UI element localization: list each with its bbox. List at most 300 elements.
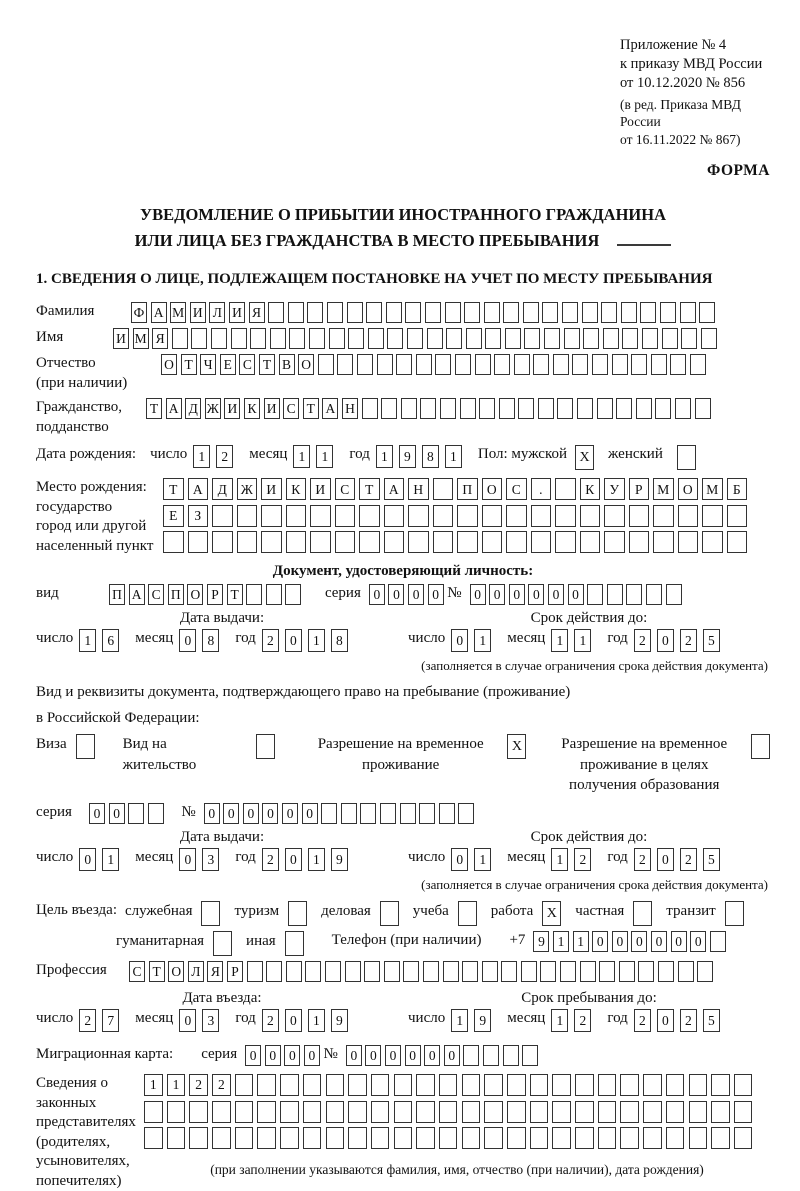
char-box[interactable]	[394, 1127, 413, 1149]
char-box[interactable]	[552, 1074, 571, 1096]
char-box[interactable]	[387, 328, 403, 349]
char-box[interactable]	[427, 328, 443, 349]
char-box[interactable]: П	[109, 584, 125, 605]
char-box[interactable]	[557, 398, 573, 419]
char-box[interactable]: 6	[102, 629, 119, 652]
char-box[interactable]	[266, 961, 282, 982]
char-box[interactable]: О	[678, 478, 699, 500]
char-box[interactable]	[734, 1101, 753, 1123]
char-box[interactable]	[629, 531, 650, 553]
purpose-other-checkbox[interactable]	[285, 931, 304, 956]
char-box[interactable]	[562, 302, 578, 323]
char-box[interactable]	[620, 1127, 639, 1149]
char-box[interactable]: 0	[284, 1045, 300, 1066]
char-box[interactable]	[484, 1074, 503, 1096]
char-box[interactable]	[530, 1074, 549, 1096]
char-box[interactable]	[603, 328, 619, 349]
char-box[interactable]: С	[129, 961, 145, 982]
char-box[interactable]	[462, 1074, 481, 1096]
char-box[interactable]: Т	[303, 398, 319, 419]
char-box[interactable]	[303, 1074, 322, 1096]
char-box[interactable]	[482, 961, 498, 982]
visa-checkbox[interactable]	[76, 734, 95, 759]
char-box[interactable]	[423, 961, 439, 982]
char-box[interactable]: 0	[657, 848, 674, 871]
char-box[interactable]: 5	[703, 1009, 720, 1032]
char-box[interactable]	[309, 328, 325, 349]
char-box[interactable]	[499, 398, 515, 419]
char-box[interactable]: 0	[592, 931, 608, 952]
char-box[interactable]: 5	[703, 848, 720, 871]
char-box[interactable]	[462, 1127, 481, 1149]
char-box[interactable]: 2	[79, 1009, 96, 1032]
char-box[interactable]: 0	[302, 803, 318, 824]
char-box[interactable]	[348, 1074, 367, 1096]
char-box[interactable]: Ч	[200, 354, 216, 375]
char-box[interactable]: 7	[102, 1009, 119, 1032]
char-box[interactable]	[598, 1101, 617, 1123]
residence-permit-checkbox[interactable]	[256, 734, 275, 759]
char-box[interactable]: 2	[634, 629, 651, 652]
char-box[interactable]: Т	[146, 398, 162, 419]
char-box[interactable]	[458, 803, 474, 824]
char-box[interactable]	[237, 505, 258, 527]
char-box[interactable]	[310, 505, 331, 527]
char-box[interactable]	[433, 478, 454, 500]
char-box[interactable]: К	[286, 478, 307, 500]
purpose-work-checkbox[interactable]: X	[542, 901, 561, 926]
char-box[interactable]: 0	[548, 584, 564, 605]
char-box[interactable]	[368, 328, 384, 349]
char-box[interactable]	[261, 505, 282, 527]
char-box[interactable]	[439, 1127, 458, 1149]
char-box[interactable]	[348, 328, 364, 349]
char-box[interactable]: О	[482, 478, 503, 500]
char-box[interactable]: А	[129, 584, 145, 605]
char-box[interactable]: 2	[262, 1009, 279, 1032]
char-box[interactable]: Ф	[131, 302, 147, 323]
char-box[interactable]: 1	[551, 629, 568, 652]
char-box[interactable]: К	[244, 398, 260, 419]
char-box[interactable]: Д	[185, 398, 201, 419]
char-box[interactable]	[464, 302, 480, 323]
char-box[interactable]	[727, 505, 748, 527]
char-box[interactable]	[359, 505, 380, 527]
char-box[interactable]: Ж	[205, 398, 221, 419]
char-box[interactable]	[560, 961, 576, 982]
temp-residence-checkbox[interactable]: X	[507, 734, 526, 759]
char-box[interactable]	[524, 328, 540, 349]
char-box[interactable]	[329, 328, 345, 349]
char-box[interactable]	[651, 354, 667, 375]
char-box[interactable]: 2	[262, 848, 279, 871]
char-box[interactable]: И	[229, 302, 245, 323]
char-box[interactable]: 0	[243, 803, 259, 824]
char-box[interactable]	[371, 1101, 390, 1123]
char-box[interactable]	[348, 1127, 367, 1149]
char-box[interactable]	[231, 328, 247, 349]
char-box[interactable]: 0	[470, 584, 486, 605]
char-box[interactable]: Р	[629, 478, 650, 500]
char-box[interactable]	[484, 302, 500, 323]
char-box[interactable]: 1	[573, 931, 589, 952]
char-box[interactable]: Б	[727, 478, 748, 500]
char-box[interactable]: 0	[365, 1045, 381, 1066]
char-box[interactable]	[250, 328, 266, 349]
char-box[interactable]	[362, 398, 378, 419]
char-box[interactable]: 9	[533, 931, 549, 952]
char-box[interactable]: Я	[207, 961, 223, 982]
char-box[interactable]	[521, 961, 537, 982]
char-box[interactable]	[188, 531, 209, 553]
char-box[interactable]: Ж	[237, 478, 258, 500]
char-box[interactable]: О	[168, 961, 184, 982]
char-box[interactable]	[616, 398, 632, 419]
char-box[interactable]	[360, 803, 376, 824]
char-box[interactable]	[144, 1127, 163, 1149]
char-box[interactable]: 9	[331, 848, 348, 871]
char-box[interactable]	[699, 302, 715, 323]
char-box[interactable]: 0	[79, 848, 96, 871]
char-box[interactable]	[462, 961, 478, 982]
char-box[interactable]	[345, 961, 361, 982]
char-box[interactable]	[479, 398, 495, 419]
char-box[interactable]: Л	[209, 302, 225, 323]
char-box[interactable]	[599, 961, 615, 982]
char-box[interactable]	[678, 531, 699, 553]
char-box[interactable]: 0	[109, 803, 125, 824]
char-box[interactable]: И	[224, 398, 240, 419]
char-box[interactable]	[711, 1101, 730, 1123]
char-box[interactable]: Н	[408, 478, 429, 500]
char-box[interactable]: 1	[553, 931, 569, 952]
char-box[interactable]	[212, 1101, 231, 1123]
char-box[interactable]	[626, 584, 642, 605]
char-box[interactable]	[235, 1127, 254, 1149]
char-box[interactable]	[212, 1127, 231, 1149]
char-box[interactable]: 2	[574, 1009, 591, 1032]
char-box[interactable]: О	[187, 584, 203, 605]
char-box[interactable]	[325, 961, 341, 982]
char-box[interactable]	[544, 328, 560, 349]
char-box[interactable]: 0	[424, 1045, 440, 1066]
char-box[interactable]	[416, 1127, 435, 1149]
char-box[interactable]	[727, 531, 748, 553]
char-box[interactable]	[335, 505, 356, 527]
char-box[interactable]: 2	[216, 445, 233, 468]
char-box[interactable]	[555, 505, 576, 527]
char-box[interactable]	[643, 1127, 662, 1149]
char-box[interactable]	[711, 1074, 730, 1096]
char-box[interactable]	[475, 354, 491, 375]
char-box[interactable]: С	[335, 478, 356, 500]
sex-female-checkbox[interactable]	[677, 445, 696, 470]
char-box[interactable]	[384, 961, 400, 982]
char-box[interactable]: 0	[369, 584, 385, 605]
char-box[interactable]	[439, 1074, 458, 1096]
char-box[interactable]	[247, 961, 263, 982]
char-box[interactable]	[575, 1127, 594, 1149]
char-box[interactable]: 1	[193, 445, 210, 468]
char-box[interactable]	[439, 803, 455, 824]
char-box[interactable]	[622, 328, 638, 349]
char-box[interactable]	[303, 1127, 322, 1149]
char-box[interactable]	[401, 398, 417, 419]
char-box[interactable]: 1	[167, 1074, 186, 1096]
char-box[interactable]: И	[190, 302, 206, 323]
char-box[interactable]	[483, 1045, 499, 1066]
char-box[interactable]	[538, 398, 554, 419]
char-box[interactable]: И	[310, 478, 331, 500]
char-box[interactable]	[530, 1101, 549, 1123]
char-box[interactable]: А	[322, 398, 338, 419]
temp-residence-education-checkbox[interactable]	[751, 734, 770, 759]
char-box[interactable]	[337, 354, 353, 375]
char-box[interactable]	[286, 505, 307, 527]
char-box[interactable]	[396, 354, 412, 375]
char-box[interactable]	[689, 1101, 708, 1123]
char-box[interactable]	[710, 931, 726, 952]
char-box[interactable]: Е	[163, 505, 184, 527]
char-box[interactable]: 8	[202, 629, 219, 652]
char-box[interactable]: 9	[331, 1009, 348, 1032]
char-box[interactable]	[144, 1101, 163, 1123]
char-box[interactable]	[640, 302, 656, 323]
char-box[interactable]: 0	[444, 1045, 460, 1066]
char-box[interactable]: О	[298, 354, 314, 375]
char-box[interactable]: .	[531, 478, 552, 500]
char-box[interactable]	[443, 961, 459, 982]
char-box[interactable]: 3	[202, 848, 219, 871]
char-box[interactable]: 0	[690, 931, 706, 952]
char-box[interactable]	[326, 1127, 345, 1149]
char-box[interactable]: 9	[474, 1009, 491, 1032]
char-box[interactable]: 0	[204, 803, 220, 824]
char-box[interactable]	[681, 328, 697, 349]
char-box[interactable]	[305, 961, 321, 982]
char-box[interactable]: 0	[179, 1009, 196, 1032]
char-box[interactable]: 1	[102, 848, 119, 871]
char-box[interactable]	[507, 1101, 526, 1123]
char-box[interactable]	[702, 505, 723, 527]
sex-male-checkbox[interactable]: X	[575, 445, 594, 470]
char-box[interactable]	[680, 302, 696, 323]
char-box[interactable]: 0	[671, 931, 687, 952]
char-box[interactable]	[653, 505, 674, 527]
char-box[interactable]	[460, 398, 476, 419]
char-box[interactable]	[734, 1074, 753, 1096]
char-box[interactable]: Л	[188, 961, 204, 982]
char-box[interactable]: Е	[220, 354, 236, 375]
char-box[interactable]: 1	[308, 629, 325, 652]
char-box[interactable]	[416, 1101, 435, 1123]
char-box[interactable]: 2	[680, 848, 697, 871]
char-box[interactable]: 0	[405, 1045, 421, 1066]
char-box[interactable]	[690, 354, 706, 375]
char-box[interactable]: 1	[308, 1009, 325, 1032]
char-box[interactable]: 1	[474, 848, 491, 871]
char-box[interactable]	[675, 398, 691, 419]
char-box[interactable]	[482, 505, 503, 527]
char-box[interactable]	[580, 531, 601, 553]
purpose-transit-checkbox[interactable]	[725, 901, 744, 926]
char-box[interactable]: 0	[223, 803, 239, 824]
char-box[interactable]	[494, 354, 510, 375]
char-box[interactable]	[697, 961, 713, 982]
char-box[interactable]	[435, 354, 451, 375]
char-box[interactable]: Р	[207, 584, 223, 605]
char-box[interactable]	[582, 302, 598, 323]
char-box[interactable]: 0	[179, 848, 196, 871]
char-box[interactable]	[631, 354, 647, 375]
char-box[interactable]: 0	[245, 1045, 261, 1066]
char-box[interactable]	[620, 1101, 639, 1123]
char-box[interactable]	[357, 354, 373, 375]
char-box[interactable]	[445, 302, 461, 323]
char-box[interactable]	[280, 1127, 299, 1149]
char-box[interactable]	[419, 803, 435, 824]
char-box[interactable]	[348, 1101, 367, 1123]
purpose-humanitarian-checkbox[interactable]	[213, 931, 232, 956]
char-box[interactable]: 0	[631, 931, 647, 952]
char-box[interactable]	[638, 961, 654, 982]
char-box[interactable]	[286, 961, 302, 982]
char-box[interactable]	[646, 584, 662, 605]
char-box[interactable]: 0	[285, 848, 302, 871]
char-box[interactable]: М	[133, 328, 149, 349]
char-box[interactable]: С	[506, 478, 527, 500]
char-box[interactable]	[400, 803, 416, 824]
char-box[interactable]: И	[261, 478, 282, 500]
char-box[interactable]	[237, 531, 258, 553]
char-box[interactable]	[433, 531, 454, 553]
char-box[interactable]	[191, 328, 207, 349]
char-box[interactable]: 0	[509, 584, 525, 605]
char-box[interactable]	[542, 302, 558, 323]
char-box[interactable]: М	[653, 478, 674, 500]
char-box[interactable]	[621, 302, 637, 323]
char-box[interactable]	[507, 1074, 526, 1096]
char-box[interactable]	[506, 505, 527, 527]
char-box[interactable]: Т	[181, 354, 197, 375]
char-box[interactable]	[604, 505, 625, 527]
char-box[interactable]	[462, 1101, 481, 1123]
char-box[interactable]: У	[604, 478, 625, 500]
char-box[interactable]: 2	[212, 1074, 231, 1096]
char-box[interactable]: 0	[408, 584, 424, 605]
char-box[interactable]: Р	[227, 961, 243, 982]
char-box[interactable]	[577, 398, 593, 419]
char-box[interactable]: Д	[212, 478, 233, 500]
char-box[interactable]	[503, 302, 519, 323]
char-box[interactable]	[439, 1101, 458, 1123]
char-box[interactable]	[148, 803, 164, 824]
char-box[interactable]: 0	[346, 1045, 362, 1066]
char-box[interactable]	[655, 398, 671, 419]
char-box[interactable]	[575, 1101, 594, 1123]
char-box[interactable]	[658, 961, 674, 982]
purpose-business-checkbox[interactable]	[380, 901, 399, 926]
char-box[interactable]	[394, 1074, 413, 1096]
char-box[interactable]	[642, 328, 658, 349]
char-box[interactable]: 8	[331, 629, 348, 652]
char-box[interactable]: 0	[285, 629, 302, 652]
char-box[interactable]: Я	[249, 302, 265, 323]
char-box[interactable]	[678, 961, 694, 982]
purpose-private-checkbox[interactable]	[633, 901, 652, 926]
char-box[interactable]	[653, 531, 674, 553]
char-box[interactable]: 0	[568, 584, 584, 605]
char-box[interactable]	[416, 354, 432, 375]
char-box[interactable]	[425, 302, 441, 323]
char-box[interactable]	[359, 531, 380, 553]
char-box[interactable]	[666, 1127, 685, 1149]
char-box[interactable]	[666, 584, 682, 605]
char-box[interactable]	[597, 398, 613, 419]
char-box[interactable]	[408, 505, 429, 527]
char-box[interactable]	[212, 505, 233, 527]
char-box[interactable]	[482, 531, 503, 553]
char-box[interactable]	[405, 302, 421, 323]
char-box[interactable]	[662, 328, 678, 349]
char-box[interactable]	[711, 1127, 730, 1149]
char-box[interactable]	[695, 398, 711, 419]
char-box[interactable]: 2	[634, 848, 651, 871]
char-box[interactable]: Т	[359, 478, 380, 500]
char-box[interactable]	[440, 398, 456, 419]
char-box[interactable]: 0	[265, 1045, 281, 1066]
char-box[interactable]: И	[264, 398, 280, 419]
char-box[interactable]	[666, 1101, 685, 1123]
char-box[interactable]: 0	[262, 803, 278, 824]
char-box[interactable]: 0	[388, 584, 404, 605]
char-box[interactable]	[318, 354, 334, 375]
char-box[interactable]	[531, 531, 552, 553]
char-box[interactable]: 1	[551, 1009, 568, 1032]
char-box[interactable]: 1	[308, 848, 325, 871]
char-box[interactable]	[380, 803, 396, 824]
char-box[interactable]	[377, 354, 393, 375]
char-box[interactable]	[660, 302, 676, 323]
char-box[interactable]	[407, 328, 423, 349]
char-box[interactable]	[167, 1101, 186, 1123]
char-box[interactable]	[341, 803, 357, 824]
char-box[interactable]: 1	[316, 445, 333, 468]
char-box[interactable]	[189, 1101, 208, 1123]
char-box[interactable]: М	[170, 302, 186, 323]
char-box[interactable]: 0	[304, 1045, 320, 1066]
char-box[interactable]	[701, 328, 717, 349]
char-box[interactable]	[507, 1127, 526, 1149]
char-box[interactable]	[607, 584, 623, 605]
char-box[interactable]: Т	[149, 961, 165, 982]
char-box[interactable]: С	[283, 398, 299, 419]
char-box[interactable]: Н	[342, 398, 358, 419]
char-box[interactable]	[612, 354, 628, 375]
char-box[interactable]	[246, 584, 262, 605]
char-box[interactable]: 1	[293, 445, 310, 468]
char-box[interactable]	[666, 1074, 685, 1096]
char-box[interactable]	[629, 505, 650, 527]
char-box[interactable]	[601, 302, 617, 323]
char-box[interactable]	[172, 328, 188, 349]
char-box[interactable]	[310, 531, 331, 553]
char-box[interactable]	[261, 531, 282, 553]
char-box[interactable]	[702, 531, 723, 553]
char-box[interactable]: 0	[282, 803, 298, 824]
char-box[interactable]: П	[168, 584, 184, 605]
char-box[interactable]: 1	[574, 629, 591, 652]
